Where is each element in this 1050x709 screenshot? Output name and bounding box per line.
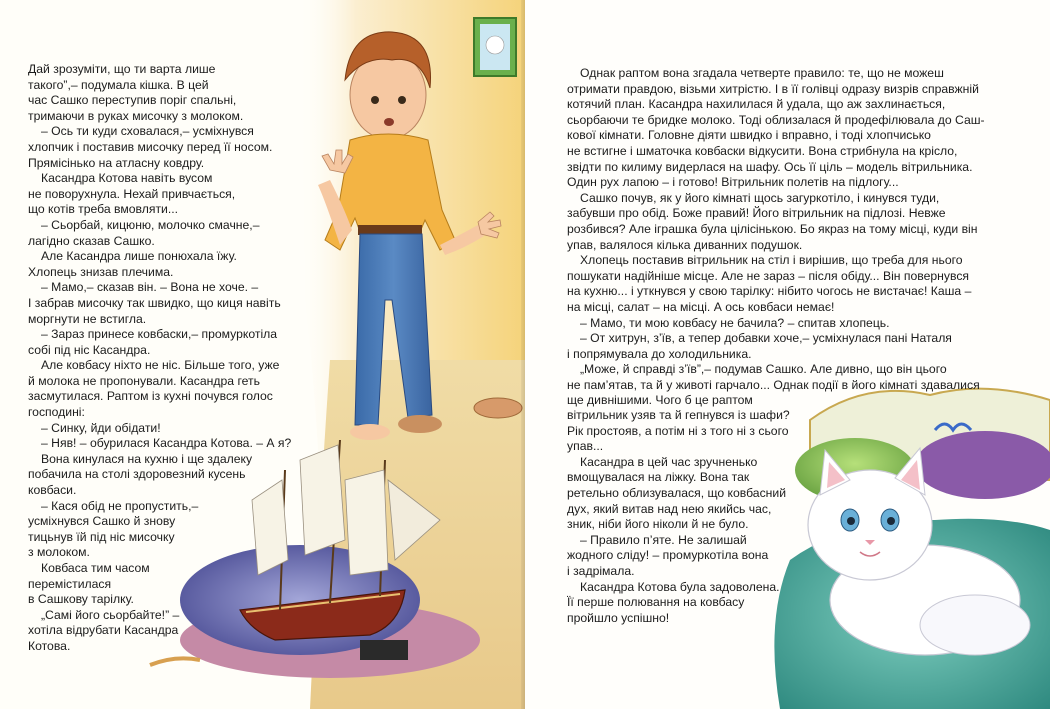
story-paragraph: – Синку, йди обідати! (41, 420, 161, 435)
story-paragraph: Касандра в цей час зручненько вмощувалася на ліжку. Вона так ретельно облизувалася, що ковбасний дух, який витав над нею якийсь час, зник, ніби його ніколи й не було. (567, 454, 787, 532)
story-paragraph: „Самі його сьорбайте!” – хотіла відрубати Касандра Котова. (28, 607, 180, 653)
wall-picture-cat-icon (486, 36, 504, 54)
story-paragraph: Вона кинулася на кухню і ще здалеку побачила на столі здоровезний кусень ковбаси. (28, 451, 253, 498)
story-paragraph: Але ковбасу ніхто не ніс. Більше того, уже й молока не пропонували. Касандра геть засмутилася. Раптом із кухні почувся голос господині: (28, 358, 280, 420)
story-paragraph: Касандра Котова навіть вусом не поворухнула. Нехай привчається, що котів треба вмовляти... (28, 171, 236, 217)
pillow-tassel (150, 658, 200, 665)
bed-pillow-purple (915, 431, 1050, 499)
story-paragraph: – Ось ти куди сховалася,– усміхнувся хлопчик і поставив мисочку перед її носом. Прямісінько на атласну ковдру. (28, 124, 273, 170)
cat-pupil-right (887, 517, 895, 525)
left-story-text (28, 62, 300, 655)
ship-sail-3 (345, 470, 388, 575)
boy-eye-left (371, 96, 379, 104)
boy-foot-right (398, 415, 442, 433)
right-story-text-wide (567, 66, 1032, 409)
boy-mouth (384, 118, 394, 126)
story-paragraph: Але Касандра лише понюхала їжу. Хлопець знизав плечима. (28, 249, 237, 279)
story-paragraph: вітрильник узяв та й гепнувся із шафи? Рік простояв, а потім ні з того ні з сього упав... (567, 408, 790, 454)
story-paragraph: „Може, й справді з’їв”,– подумав Сашко. Але дивно, що він цього не пам’ятав, та й у животі гарчало... Однак події в його кімнаті здавалися ще дивнішими. Чого б це раптом (567, 362, 980, 408)
ship-sail-2 (300, 445, 345, 555)
boy-eye-right (398, 96, 406, 104)
boy-foot-left (350, 424, 390, 440)
story-paragraph: – Кася обід не пропустить,– усміхнувся Сашко й знову тицьнув їй під ніс мисочку з молоком. (28, 498, 199, 560)
story-paragraph: – Зараз принесе ковбаски,– промуркотіла собі під ніс Касандра. (28, 327, 278, 357)
story-paragraph: – От хитрун, з’їв, а тепер добавки хоче,– усміхнулася пані Наталя і попрямувала до холодильника. (567, 331, 952, 361)
ship-stand (360, 640, 408, 660)
right-story-text-narrow (567, 408, 827, 626)
story-paragraph: Однак раптом вона згадала четверте правило: те, що не можеш отримати правдою, візьми хитрістю. І в її голівці одразу визрів справжній котячий план. Касандра нахилилася й удала, що аж захлинається, сьорбаючи те бридке молоко. Тоді облизалася й продефілювала до Саш- кової кімнати. Головне діяти швидко і вправно, і тоді хлопчисько не встигне і шматочка ковбаски відкусити. Вона стрибнула на крісло, звідти по килиму видерлася на шафу. Ось її ціль – модель вітрильника. Один рух лапою – і готово! Вітрильник полетів на підлогу... (567, 66, 985, 190)
story-paragraph: Дай зрозуміти, що ти варта лише такого”,– подумала кішка. В цей час Сашко переступив поріг спальні, тримаючи в руках мисочку з молоком. (28, 62, 244, 123)
story-paragraph: – Няв! – обурилася Касандра Котова. – А я? (41, 436, 292, 451)
story-paragraph: – Мамо, ти мою ковбасу не бачила? – спитав хлопець. (580, 315, 890, 330)
story-paragraph: Касандра Котова була задоволена. Її перше полювання на ковбасу пройшло успішно! (567, 579, 780, 625)
story-paragraph: – Сьорбай, кицюню, молочко смачне,– лагідно сказав Сашко. (28, 217, 260, 248)
cat-paws (920, 595, 1030, 655)
story-paragraph: – Правило п’яте. Не залишай жодного сліду! – промуркотіла вона і задрімала. (567, 532, 769, 578)
story-paragraph: Сашко почув, як у його кімнаті щось загуркотіло, і кинувся туди, забувши про обід. Боже правий! Його вітрильник на підлозі. Невже розбився? Але іграшка була цілісінькою. Бо якраз на тому місці, куди він упав, валялося кілька диванних подушок. (567, 190, 978, 252)
slipper (474, 398, 522, 418)
story-paragraph: – Мамо,– сказав він. – Вона не хоче. – І забрав мисочку так швидко, що киця навіть моргнути не встигла. (28, 280, 281, 326)
story-paragraph: Хлопець поставив вітрильник на стіл і вирішив, що треба для нього пошукати надійніше місце. Але не зараз – після обіду... Він повернувся на кухню... і уткнувся у свою тарілку: нібито чогось не вистачає! Каша – на місці, салат – на місці. А ось ковбаси немає! (567, 253, 972, 314)
cat-pupil-left (847, 517, 855, 525)
story-paragraph: Ковбаса тим часом перемістилася в Сашкову тарілку. (28, 561, 150, 607)
